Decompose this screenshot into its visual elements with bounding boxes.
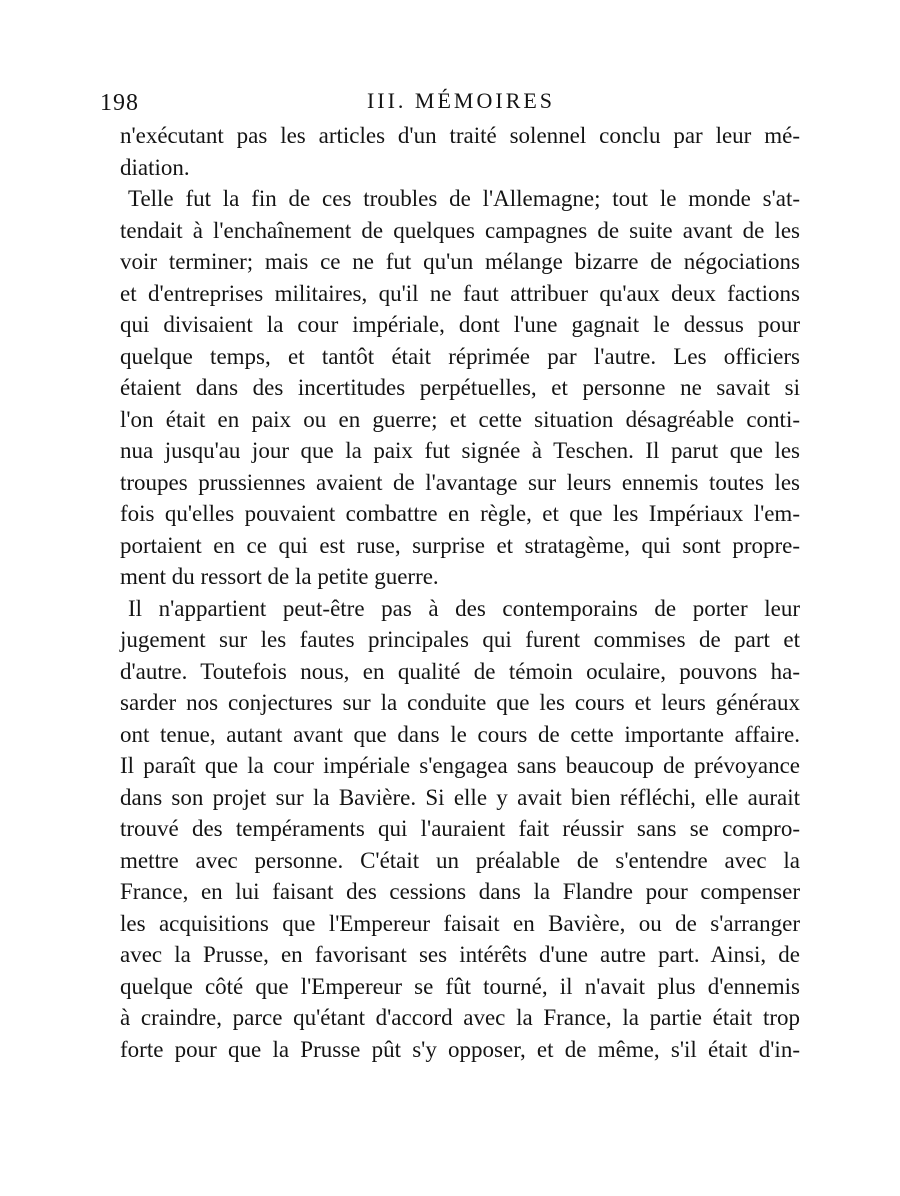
text-line: Telle fut la fin de ces troubles de l'Allemagne; tout le monde s'at- — [128, 186, 800, 211]
text-line: nua jusqu'au jour que la paix fut signée à Teschen. Il parut que les — [120, 438, 800, 463]
text-line: quelque temps, et tantôt était réprimée par l'autre. Les officiers — [120, 343, 800, 369]
text-line: tendait à l'enchaînement de quelques campagnes de suite avant de les — [120, 217, 800, 243]
running-head — [100, 84, 800, 118]
text-line: troupes prussiennes avaient de l'avantage sur leurs ennemis toutes les — [120, 469, 800, 495]
page-number: 198 — [100, 90, 139, 116]
text-line: sarder nos conjectures sur la conduite que les cours et leurs généraux — [120, 690, 800, 715]
text-line: avec la Prusse, en favorisant ses intérêts d'une autre part. Ainsi, de — [120, 942, 800, 967]
body-text — [120, 120, 800, 1065]
text-line: ment du ressort de la petite guerre. — [120, 564, 439, 589]
text-line: quelque côté que l'Empereur se fût tourné, il n'avait plus d'ennemis — [120, 973, 800, 999]
text-line: forte pour que la Prusse pût s'y opposer, et de même, s'il était d'in- — [120, 1036, 800, 1062]
text-line: Il paraît que la cour impériale s'engagea sans beaucoup de prévoyance — [120, 753, 800, 778]
text-line: mettre avec personne. C'était un préalable de s'entendre avec la — [120, 847, 800, 873]
text-line: et d'entreprises militaires, qu'il ne faut attribuer qu'aux deux factions — [120, 280, 800, 306]
text-line: Il n'appartient peut-être pas à des contemporains de porter leur — [128, 595, 800, 621]
text-line: étaient dans des incertitudes perpétuelles, et personne ne savait si — [120, 375, 800, 400]
text-line: d'autre. Toutefois nous, en qualité de témoin oculaire, pouvons ha- — [120, 658, 800, 684]
text-line: ont tenue, autant avant que dans le cours de cette importante affaire. — [120, 721, 800, 747]
text-line: jugement sur les fautes principales qui furent commises de part et — [120, 627, 800, 652]
text-line: dans son projet sur la Bavière. Si elle y avait bien réfléchi, elle aurait — [120, 784, 800, 810]
text-line: n'exécutant pas les articles d'un traité solennel conclu par leur mé- — [120, 123, 800, 148]
text-line: portaient en ce qui est ruse, surprise et stratagème, qui sont propre- — [120, 532, 800, 558]
text-line: diation. — [120, 154, 190, 180]
running-title: III. MÉMOIRES — [366, 88, 556, 113]
page-content — [100, 84, 800, 1065]
text-line: France, en lui faisant des cessions dans la Flandre pour compenser — [120, 879, 800, 904]
text-line: l'on était en paix ou en guerre; et cette situation désagréable conti- — [120, 406, 800, 432]
text-line: voir terminer; mais ce ne fut qu'un mélange bizarre de négociations — [120, 249, 800, 274]
text-line: fois qu'elles pouvaient combattre en règle, et que les Impériaux l'em- — [120, 501, 800, 526]
text-line: les acquisitions que l'Empereur faisait en Bavière, ou de s'arranger — [120, 910, 800, 936]
text-line: trouvé des tempéraments qui l'auraient fait réussir sans se compro- — [120, 816, 800, 841]
text-line: qui divisaient la cour impériale, dont l'une gagnait le dessus pour — [120, 312, 800, 337]
text-line: à craindre, parce qu'étant d'accord avec la France, la partie était trop — [120, 1005, 800, 1030]
